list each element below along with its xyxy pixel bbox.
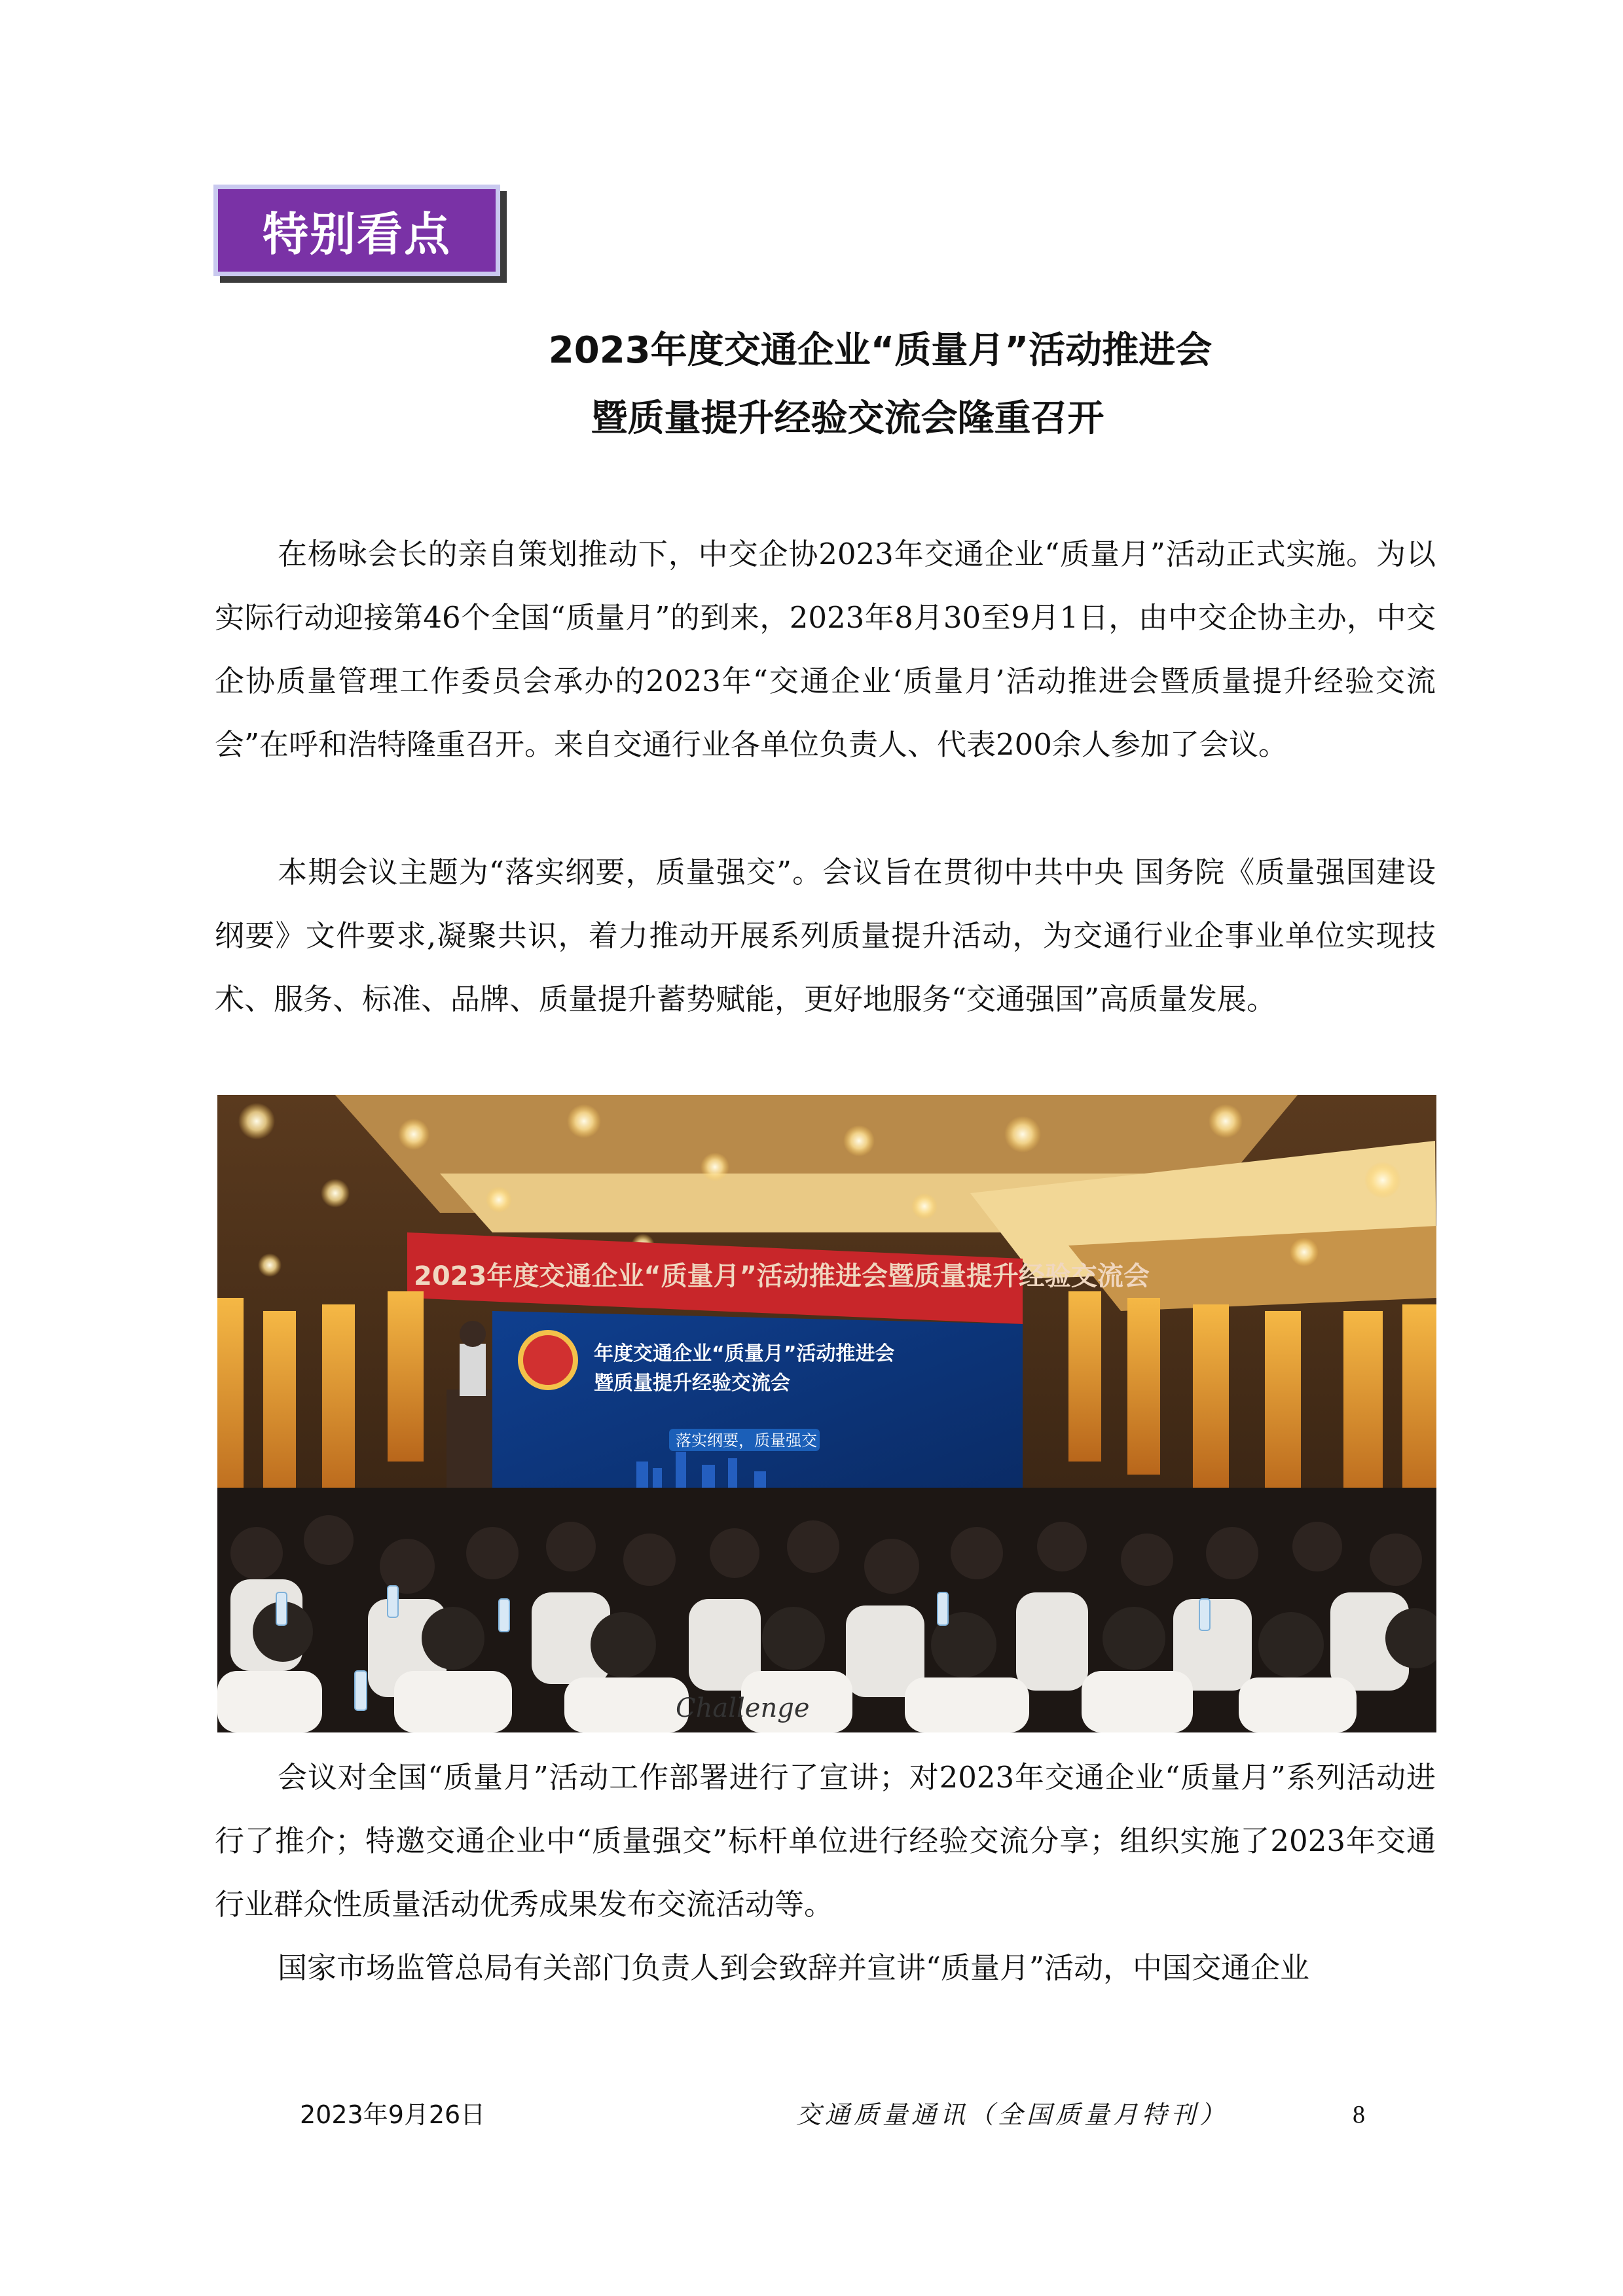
photo-screen-line2: 暨质量提升经验交流会: [594, 1372, 790, 1395]
article-title-line1: 2023年度交通企业“质量月”活动推进会: [548, 329, 1213, 372]
paragraph-3: 会议对全国“质量月”活动工作部署进行了宣讲；对2023年交通企业“质量月”系列活动进行了推介；特邀交通企业中“质量强交”标杆单位进行经验交流分享；组织实施了2023年交通行业群众性质量活动优秀成果发布交流活动等。: [215, 1760, 1436, 1922]
footer-publication: 交通质量通讯（全国质量月特刊）: [796, 2100, 1229, 2129]
page-number: 8: [1353, 2101, 1365, 2128]
photo-screen-line1: 年度交通企业“质量月”活动推进会: [594, 1342, 895, 1365]
footer-date: 2023年9月26日: [300, 2100, 486, 2129]
paragraph-2: 本期会议主题为“落实纲要，质量强交”。会议旨在贯彻中共中央 国务院《质量强国建设纲要》文件要求,凝聚共识，着力推动开展系列质量提升活动，为交通行业企事业单位实现技术、服务、标准、品牌、质量提升蓄势赋能，更好地服务“交通强国”高质量发展。: [215, 855, 1436, 1016]
conference-photo: [217, 1095, 1436, 1732]
photo-shirt-text: Challenge: [676, 1693, 810, 1723]
photo-banner-text: 2023年度交通企业“质量月”活动推进会暨质量提升经验交流会: [414, 1261, 1150, 1291]
section-tag: [213, 185, 500, 276]
paragraph-1: 在杨咏会长的亲自策划推动下，中交企协2023年交通企业“质量月”活动正式实施。为以实际行动迎接第46个全国“质量月”的到来，2023年8月30至9月1日，由中交企协主办，中交企协质量管理工作委员会承办的2023年“交通企业‘质量月’活动推进会暨质量提升经验交流会”在呼和浩特隆重召开。来自交通行业各单位负责人、代表200余人参加了会议。: [215, 537, 1436, 762]
paragraph-4: 国家市场监管总局有关部门负责人到会致辞并宣讲“质量月”活动，中国交通企业: [278, 1950, 1310, 1985]
photo-screen-slogan: 落实纲要，质量强交: [676, 1431, 817, 1450]
section-tag-label: 特别看点: [263, 207, 451, 261]
article-title-line2: 暨质量提升经验交流会隆重召开: [591, 397, 1104, 440]
